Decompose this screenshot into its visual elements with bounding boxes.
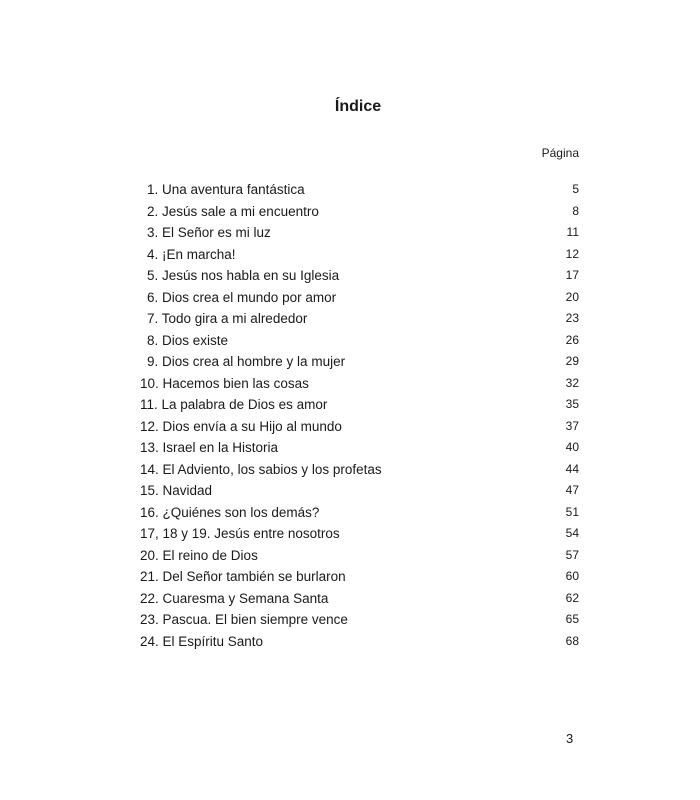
toc-entry [140,330,579,352]
toc-entry-page: 40 [565,440,579,454]
toc-entry-page: 62 [565,590,579,605]
toc-entry-title: 17, 18 y 19. Jesús entre nosotros [140,526,340,541]
toc-entry-title: 16. ¿Quiénes son los demás? [140,504,320,520]
toc-entry-title: 24. El Espíritu Santo [140,633,264,649]
toc-entry [140,459,579,481]
toc-entry-title: 9. Dios crea al hombre y la mujer [147,354,346,369]
toc-entry-page: 32 [565,375,579,390]
table-of-contents [140,179,579,652]
toc-entry-page: 68 [565,633,579,648]
toc-entry-title: 2. Jesús sale a mi encuentro [147,203,319,219]
toc-entry-title: 20. El reino de Dios [140,547,258,563]
toc-entry [140,566,579,588]
toc-entry [140,480,579,502]
page-number: 3 [566,731,574,746]
toc-entry-page: 29 [565,354,579,368]
toc-entry [140,179,579,201]
toc-entry-page: 12 [565,246,579,261]
toc-entry-page: 57 [565,547,579,562]
page-title: Índice [334,98,382,115]
toc-entry [140,394,579,416]
toc-entry [140,201,579,223]
toc-entry [140,545,579,567]
toc-entry-page: 47 [565,483,579,497]
toc-entry-page: 8 [572,203,579,218]
toc-entry-title: 10. Hacemos bien las cosas [140,375,309,391]
toc-entry-title: 6. Dios crea el mundo por amor [147,289,337,305]
toc-entry-title: 5. Jesús nos habla en su Iglesia [147,268,340,283]
toc-entry [140,265,579,287]
toc-entry-page: 17 [565,268,579,282]
toc-entry-title: 15. Navidad [140,483,213,498]
toc-entry-page: 5 [572,182,579,196]
toc-entry-page: 37 [565,418,579,433]
toc-entry-page: 65 [565,612,579,626]
toc-entry [140,502,579,524]
toc-entry-page: 23 [565,311,579,325]
toc-entry-title: 8. Dios existe [147,332,229,348]
toc-entry-title: 11. La palabra de Dios es amor [140,397,328,412]
toc-entry [140,373,579,395]
toc-entry-title: 13. Israel en la Historia [140,440,279,455]
toc-entry [140,244,579,266]
toc-entry-title: 7. Todo gira a mi alrededor [147,311,308,326]
toc-entry-page: 11 [566,225,579,239]
toc-entry [140,437,579,459]
toc-entry-page: 54 [565,526,579,540]
toc-entry-page: 20 [565,289,579,304]
toc-entry-page: 51 [565,504,579,519]
toc-entry-title: 14. El Adviento, los sabios y los profetas [140,461,382,477]
toc-entry-title: 4. ¡En marcha! [147,246,236,262]
toc-entry [140,308,579,330]
toc-entry [140,287,579,309]
toc-entry-title: 12. Dios envía a su Hijo al mundo [140,418,342,434]
page-column-label: Página [541,146,579,160]
toc-entry-title: 3. El Señor es mi luz [147,225,271,240]
toc-entry [140,416,579,438]
toc-entry-title: 22. Cuaresma y Semana Santa [140,590,329,606]
toc-entry [140,351,579,373]
toc-entry-title: 1. Una aventura fantástica [147,182,305,197]
toc-entry-page: 60 [565,569,579,583]
toc-entry [140,588,579,610]
toc-entry-title: 23. Pascua. El bien siempre vence [140,612,348,627]
toc-entry [140,222,579,244]
toc-entry [140,523,579,545]
toc-entry [140,609,579,631]
toc-entry-page: 26 [565,332,579,347]
toc-entry-page: 35 [565,397,579,411]
toc-entry-page: 44 [565,461,579,476]
toc-entry [140,631,579,653]
toc-entry-title: 21. Del Señor también se burlaron [140,569,346,584]
